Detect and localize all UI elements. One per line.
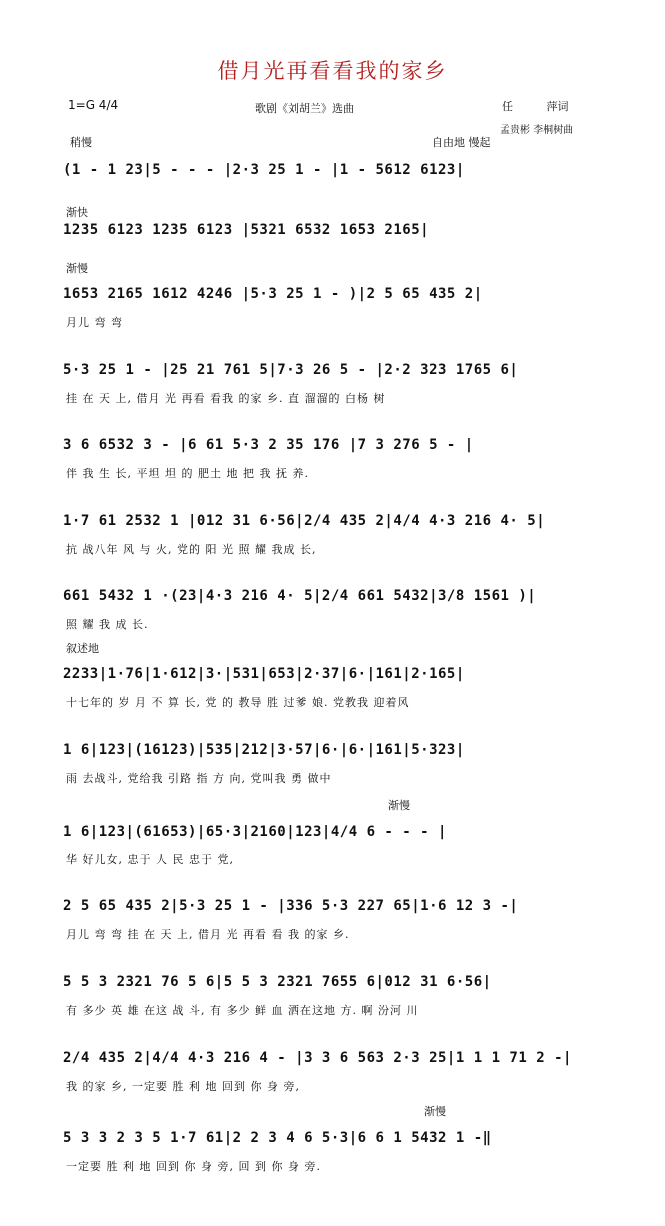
song-title: 借月光再看看我的家乡: [217, 59, 448, 83]
notation-line: 5 3 3 2 3 5 1·7 61|2 2 3 4 6 5·3|6 6 1 5432 1 -‖: [63, 1130, 492, 1146]
notation-line: 5·3 25 1 - |25 21 761 5|7·3 26 5 - |2·2 323 1765 6|: [63, 362, 519, 378]
tempo-marking: 渐快: [66, 206, 88, 219]
lyric-line: 华 好儿女, 忠于 人 民 忠于 党,: [66, 853, 234, 866]
lyric-line: 照 耀 我 成 长.: [66, 618, 149, 631]
lyric-line: 十七年的 岁 月 不 算 长, 党 的 教导 胜 过爹 娘. 党教我 迎着风: [66, 696, 410, 709]
lyric-line: 有 多少 英 雄 在这 战 斗, 有 多少 鲜 血 洒在这地 方. 啊 汾河 川: [66, 1004, 419, 1017]
tempo-marking: 叙述地: [66, 642, 99, 655]
notation-line: 2 5 65 435 2|5·3 25 1 - |336 5·3 227 65|1·6 12 3 -|: [63, 898, 519, 914]
notation-line: 2/4 435 2|4/4 4·3 216 4 - |3 3 6 563 2·3 25|1 1 1 71 2 -|: [63, 1050, 572, 1066]
tempo-marking: 自由地 慢起: [432, 136, 491, 149]
lyric-line: 伴 我 生 长, 平坦 坦 的 肥土 地 把 我 抚 养.: [66, 467, 309, 480]
notation-line: 1 6|123|(16123)|535|212|3·57|6·|6·|161|5·323|: [63, 742, 465, 758]
lyric-line: 月儿 弯 弯: [66, 316, 123, 329]
notation-line: 3 6 6532 3 - |6 61 5·3 2 35 176 |7 3 276 5 - |: [63, 437, 474, 453]
notation-line: 1653 2165 1612 4246 |5·3 25 1 - )|2 5 65 435 2|: [63, 286, 483, 302]
composer: 孟贵彬 李桐树曲: [500, 125, 574, 136]
notation-line: 1 6|123|(61653)|65·3|2160|123|4/4 6 - - - |: [63, 824, 447, 840]
notation-line: 1235 6123 1235 6123 |5321 6532 1653 2165|: [63, 222, 430, 238]
notation-line: 2233|1·76|1·612|3·|531|653|2·37|6·|161|2·165|: [63, 666, 465, 682]
tempo-marking: 渐慢: [66, 262, 88, 275]
notation-line: 1·7 61 2532 1 |012 31 6·56|2/4 435 2|4/4 4·3 216 4· 5|: [63, 513, 546, 529]
tempo-marking: 稍慢: [70, 136, 92, 149]
notation-line: (1 - 1 23|5 - - - |2·3 25 1 - |1 - 5612 6123|: [63, 162, 465, 178]
notation-line: 5 5 3 2321 76 5 6|5 5 3 2321 7655 6|012 31 6·56|: [63, 974, 492, 990]
lyric-line: 雨 去战斗, 党给我 引路 指 方 向, 党叫我 勇 做中: [66, 772, 332, 785]
tempo-marking: 渐慢: [424, 1105, 446, 1118]
lyric-line: 一定要 胜 利 地 回到 你 身 旁, 回 到 你 身 旁.: [66, 1160, 321, 1173]
lyric-line: 抗 战八年 风 与 火, 党的 阳 光 照 耀 我成 长,: [66, 543, 317, 556]
notation-line: 661 5432 1 ·(23|4·3 216 4· 5|2/4 661 5432|3/8 1561 )|: [63, 588, 537, 604]
lyric-line: 我 的家 乡, 一定要 胜 利 地 回到 你 身 旁,: [66, 1080, 300, 1093]
key-signature: 1=G 4/4: [68, 98, 119, 112]
lyric-line: 挂 在 天 上, 借月 光 再看 看我 的家 乡. 直 溜溜的 白杨 树: [66, 392, 386, 405]
lyricist: 任 萍词: [502, 100, 569, 113]
lyric-line: 月儿 弯 弯 挂 在 天 上, 借月 光 再看 看 我 的家 乡.: [66, 928, 350, 941]
tempo-marking: 渐慢: [388, 799, 410, 812]
subtitle: 歌剧《刘胡兰》选曲: [255, 102, 354, 115]
